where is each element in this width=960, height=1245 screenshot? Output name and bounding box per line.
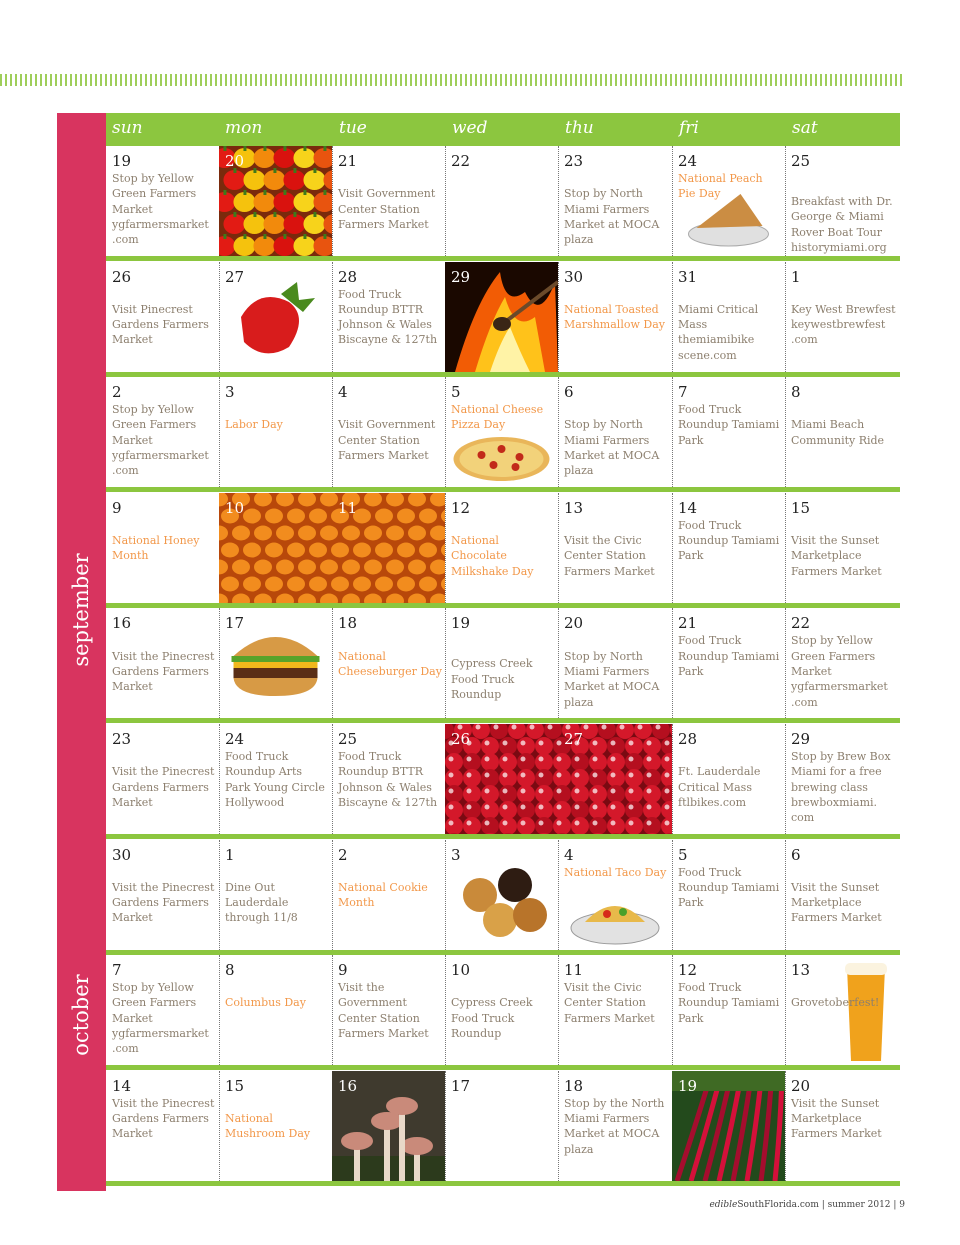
- day-number: 3: [451, 845, 461, 864]
- day-number: 24: [225, 730, 245, 748]
- day-cell: [785, 262, 900, 372]
- calendar-week: [106, 840, 900, 950]
- day-cell: [672, 1071, 785, 1181]
- day-cell: [106, 840, 219, 950]
- day-number: 13: [564, 498, 584, 517]
- day-number: 8: [225, 961, 235, 980]
- calendar-week: [106, 377, 900, 487]
- day-number: 21: [678, 614, 698, 633]
- day-number: 5: [678, 845, 688, 864]
- day-cell: [785, 840, 900, 950]
- day-number: 10: [225, 498, 245, 517]
- day-number: 31: [678, 267, 698, 286]
- day-number: 6: [791, 845, 801, 864]
- day-number: 25: [791, 152, 811, 170]
- day-number: 19: [678, 1076, 698, 1095]
- event-text: Miami Beach Community Ride: [791, 418, 885, 447]
- day-cell: [219, 955, 332, 1065]
- day-cell: [558, 146, 672, 256]
- day-cell: [106, 377, 219, 487]
- calendar-week: [106, 724, 900, 834]
- day-cell: [672, 377, 785, 487]
- day-number: 9: [112, 498, 122, 517]
- event-text: Visit the Sunset Marketplace Farmers Market: [791, 534, 882, 578]
- holiday-text: National Cookie Month: [338, 880, 428, 910]
- day-cell: [332, 262, 445, 372]
- day-cell: [219, 608, 332, 718]
- event-text: Stop by North Miami Farmers Market at MOCA plaza: [564, 187, 660, 247]
- holiday-text: National Toasted Marshmallow Day: [564, 302, 665, 332]
- day-number: 4: [564, 845, 574, 864]
- day-number: 28: [338, 267, 358, 286]
- weekday-sun: sun: [112, 118, 143, 138]
- calendar-week: [106, 955, 900, 1065]
- photo-overlay: [219, 493, 445, 603]
- event-text: Visit the Sunset Marketplace Farmers Market: [791, 1096, 882, 1141]
- weekday-fri: fri: [679, 118, 699, 138]
- event-text: Visit Pinecrest Gardens Farmers Market: [112, 302, 209, 347]
- day-cell: [332, 377, 445, 487]
- day-number: 26: [112, 267, 132, 286]
- day-cell: [445, 955, 558, 1065]
- event-text: Stop by North Miami Farmers Market at MOCA plaza: [564, 418, 660, 478]
- day-number: 22: [451, 152, 471, 170]
- event-text: Dine Out Lauderdale through 11/8: [225, 880, 298, 925]
- day-cell: [106, 493, 219, 603]
- day-cell: [445, 608, 558, 718]
- event-text: Visit the Pinecrest Gardens Farmers Market: [112, 1096, 215, 1141]
- day-number: 14: [678, 498, 698, 517]
- day-number: 15: [791, 498, 811, 517]
- event-text: Visit the Civic Center Station Farmers Market: [564, 981, 655, 1025]
- day-number: 21: [338, 152, 358, 170]
- day-number: 7: [678, 383, 688, 402]
- day-number: 12: [678, 961, 698, 980]
- day-number: 23: [564, 152, 584, 170]
- day-number: 11: [338, 498, 358, 517]
- event-text: Food Truck Roundup BTTR Johnson & Wales Biscayne & 127th: [338, 287, 438, 347]
- day-number: 12: [451, 498, 471, 517]
- event-text: Food Truck Roundup BTTR Johnson & Wales Biscayne & 127th: [338, 750, 438, 809]
- calendar-week: [106, 146, 900, 256]
- day-number: 2: [338, 845, 348, 864]
- day-cell: [219, 493, 445, 603]
- day-cell: [219, 377, 332, 487]
- holiday-text: National Taco Day: [564, 865, 667, 879]
- weekday-tue: tue: [339, 118, 367, 138]
- holiday-text: Columbus Day: [225, 996, 306, 1010]
- event-text: Stop by North Miami Farmers Market at MOCA plaza: [564, 649, 660, 709]
- day-number: 18: [338, 614, 358, 633]
- day-cell: [219, 840, 332, 950]
- weekday-sat: sat: [792, 118, 818, 138]
- day-number: 14: [112, 1076, 132, 1095]
- day-number: 17: [451, 1076, 471, 1095]
- day-cell: [445, 262, 558, 372]
- calendar-week: [106, 608, 900, 718]
- photo-overlay: [672, 1071, 785, 1181]
- day-number: 25: [338, 730, 358, 748]
- day-number: 20: [564, 614, 584, 633]
- photo-overlay: [445, 262, 558, 372]
- holiday-text: Labor Day: [225, 418, 283, 432]
- day-cell: [785, 146, 900, 256]
- day-cell: [106, 1071, 219, 1181]
- day-number: 22: [791, 614, 811, 633]
- day-cell: [445, 840, 558, 950]
- day-cell: [332, 608, 445, 718]
- day-number: 16: [338, 1076, 358, 1095]
- event-text: Key West Brewfest keywestbrewfest .com: [791, 302, 896, 347]
- day-number: 17: [225, 614, 245, 633]
- weekday-mon: mon: [225, 118, 263, 138]
- day-number: 1: [791, 267, 801, 286]
- calendar-week: [106, 262, 900, 372]
- day-cell: [332, 955, 445, 1065]
- holiday-text: National Cheeseburger Day: [338, 649, 442, 678]
- event-text: Stop by the North Miami Farmers Market at MOCA plaza: [564, 1096, 665, 1156]
- day-cell: [672, 840, 785, 950]
- holiday-text: National Honey Month: [112, 534, 200, 563]
- cookies-image: [445, 840, 558, 950]
- day-cell: [672, 608, 785, 718]
- day-number: 28: [678, 730, 698, 748]
- day-cell: [672, 955, 785, 1065]
- day-cell: [785, 493, 900, 603]
- day-cell: [558, 262, 672, 372]
- holiday-text: National Mushroom Day: [225, 1112, 311, 1141]
- day-number: 26: [451, 730, 471, 748]
- event-text: Stop by Yellow Green Farmers Market ygfarmersmarket .com: [791, 634, 888, 709]
- day-number: 16: [112, 614, 132, 633]
- day-number: 20: [225, 152, 245, 170]
- day-number: 30: [564, 267, 584, 286]
- event-text: Food Truck Roundup Tamiami Park: [678, 634, 780, 678]
- event-text: Food Truck Roundup Tamiami Park: [678, 518, 780, 563]
- day-cell: [445, 493, 558, 603]
- event-text: Food Truck Roundup Tamiami Park: [678, 865, 780, 910]
- day-cell: [785, 955, 900, 1065]
- day-number: 20: [791, 1076, 811, 1095]
- event-text: Visit Government Center Station Farmers Market: [338, 187, 436, 231]
- event-text: Food Truck Roundup Tamiami Park: [678, 981, 780, 1025]
- day-cell: [219, 1071, 332, 1181]
- day-cell: [106, 955, 219, 1065]
- event-text: Visit the Pinecrest Gardens Farmers Market: [112, 765, 215, 809]
- day-cell: [672, 146, 785, 256]
- day-number: 4: [338, 383, 348, 402]
- day-number: 7: [112, 961, 122, 980]
- day-cell: [106, 146, 219, 256]
- photo-overlay: [445, 724, 672, 834]
- photo-overlay: [219, 146, 332, 256]
- event-text: Stop by Brew Box Miami for a free brewing class brewboxmiami. com: [791, 750, 891, 825]
- holiday-text: National Chocolate Milkshake Day: [451, 534, 534, 578]
- page-footer: [709, 1200, 905, 1210]
- day-cell: [672, 724, 785, 834]
- day-cell: [558, 1071, 672, 1181]
- day-cell: [332, 1071, 445, 1181]
- day-number: 19: [112, 152, 132, 170]
- day-number: 3: [225, 383, 235, 402]
- day-number: 24: [678, 152, 698, 170]
- day-cell: [558, 377, 672, 487]
- day-number: 5: [451, 383, 461, 402]
- event-text: Food Truck Roundup Tamiami Park: [678, 403, 780, 447]
- day-number: 9: [338, 961, 348, 980]
- day-cell: [558, 608, 672, 718]
- day-number: 30: [112, 845, 132, 864]
- day-cell: [219, 262, 332, 372]
- event-text: Visit Government Center Station Farmers Market: [338, 418, 436, 463]
- day-number: 23: [112, 730, 132, 748]
- event-text: Visit the Pinecrest Gardens Farmers Market: [112, 649, 215, 694]
- event-text: Miami Critical Mass themiamibike scene.com: [678, 302, 759, 362]
- day-number: 8: [791, 383, 801, 402]
- calendar-week: [106, 1071, 900, 1181]
- day-cell: [445, 146, 558, 256]
- footer-brand: edible: [709, 1200, 738, 1210]
- day-cell: [672, 262, 785, 372]
- day-number: 6: [564, 383, 574, 402]
- weekday-wed: wed: [452, 118, 488, 138]
- day-cell: [332, 146, 445, 256]
- day-cell: [558, 955, 672, 1065]
- calendar-week: [106, 493, 900, 603]
- weekday-header: [106, 113, 900, 146]
- month-label-september: september: [69, 553, 93, 667]
- day-cell: [558, 493, 672, 603]
- day-cell: [445, 1071, 558, 1181]
- event-text: Visit the Civic Center Station Farmers Market: [564, 534, 655, 578]
- event-text: Ft. Lauderdale Critical Mass ftlbikes.com: [678, 765, 761, 809]
- taco-image: [558, 840, 672, 950]
- event-text: Stop by Yellow Green Farmers Market ygfarmersmarket .com: [112, 981, 209, 1056]
- day-number: 29: [791, 730, 811, 748]
- day-cell: [785, 1071, 900, 1181]
- day-cell: [106, 724, 219, 834]
- day-number: 11: [564, 961, 584, 980]
- event-text: Cypress Creek Food Truck Roundup: [451, 657, 533, 701]
- day-cell: [219, 146, 332, 256]
- day-cell: [106, 608, 219, 718]
- event-text: Stop by Yellow Green Farmers Market ygfarmersmarket .com: [112, 403, 209, 478]
- event-text: Stop by Yellow Green Farmers Market ygfarmersmarket .com: [112, 172, 209, 247]
- event-text: Visit the Pinecrest Gardens Farmers Market: [112, 880, 215, 925]
- day-number: 1: [225, 845, 235, 864]
- day-cell: [332, 724, 445, 834]
- event-text: Breakfast with Dr. George & Miami Rover Boat Tour historymiami.org: [791, 194, 893, 254]
- day-cell: [785, 724, 900, 834]
- event-text: Visit the Sunset Marketplace Farmers Market: [791, 880, 882, 925]
- day-number: 27: [564, 730, 584, 748]
- day-number: 19: [451, 614, 471, 633]
- day-cell: [445, 724, 672, 834]
- footer-text: SouthFlorida.com | summer 2012 | 9: [737, 1200, 905, 1210]
- day-cell: [672, 493, 785, 603]
- day-number: 13: [791, 961, 811, 980]
- day-cell: [332, 840, 445, 950]
- day-number: 2: [112, 383, 122, 402]
- day-number: 10: [451, 961, 471, 980]
- day-number: 15: [225, 1076, 245, 1095]
- day-cell: [445, 377, 558, 487]
- day-cell: [785, 377, 900, 487]
- day-number: 29: [451, 267, 471, 286]
- day-number: 27: [225, 267, 245, 286]
- holiday-text: National Peach Pie Day: [678, 172, 763, 201]
- event-text: Cypress Creek Food Truck Roundup: [451, 996, 533, 1041]
- top-dotted-rule: [0, 74, 904, 86]
- event-text: Food Truck Roundup Arts Park Young Circle Hollywood: [225, 750, 325, 809]
- weekday-thu: thu: [565, 118, 594, 138]
- month-label-october: october: [69, 974, 93, 1056]
- photo-overlay: [332, 1071, 445, 1181]
- day-cell: [558, 840, 672, 950]
- event-text: Visit the Government Center Station Farmers Market: [338, 981, 429, 1041]
- event-text: Grovetoberfest!: [791, 996, 880, 1010]
- holiday-text: National Cheese Pizza Day: [451, 403, 544, 432]
- day-cell: [106, 262, 219, 372]
- day-cell: [785, 608, 900, 718]
- day-number: 18: [564, 1076, 584, 1095]
- day-cell: [219, 724, 332, 834]
